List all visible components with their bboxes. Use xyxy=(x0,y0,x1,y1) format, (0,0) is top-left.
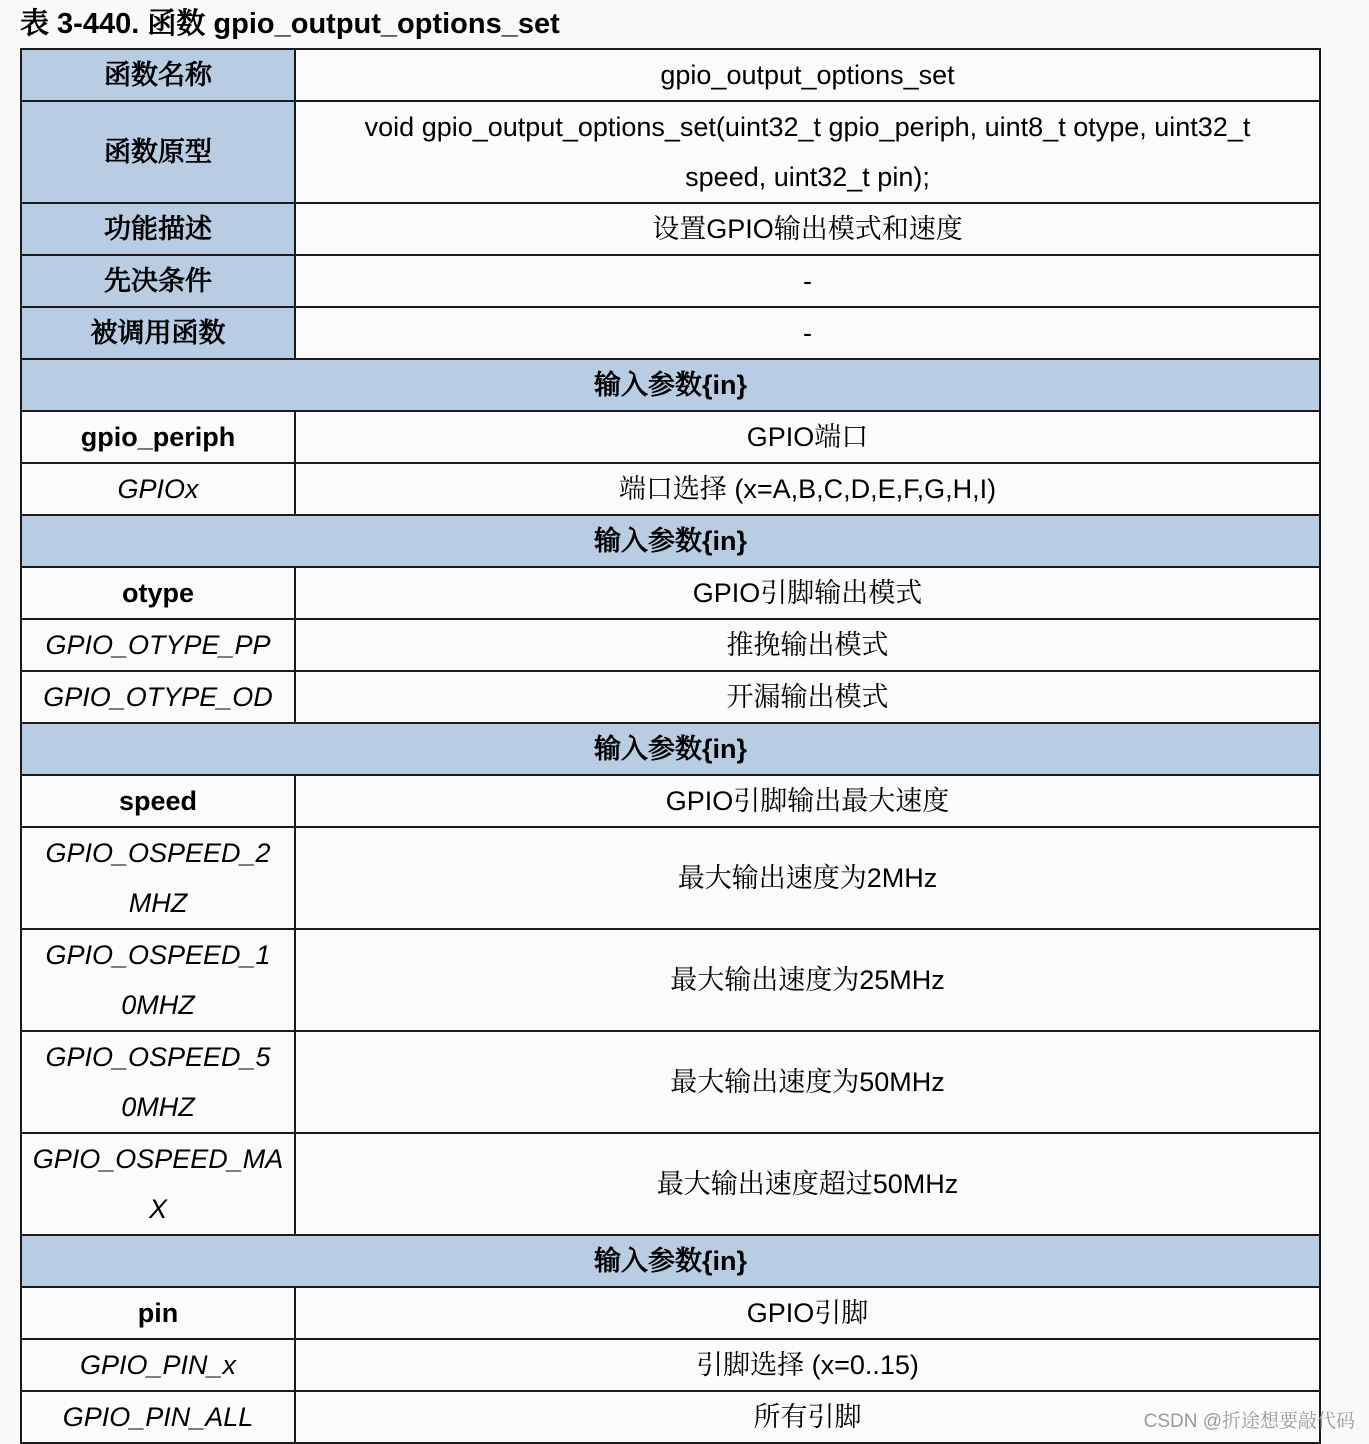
param-desc-gpio-periph: GPIO端口 xyxy=(295,411,1320,463)
option-desc-otype-od: 开漏输出模式 xyxy=(295,671,1320,723)
table-row xyxy=(21,463,1320,515)
watermark: CSDN @折途想要敲代码 xyxy=(1143,1411,1355,1432)
function-description-label: 功能描述 xyxy=(21,203,295,255)
option-desc-pin-all: 所有引脚 xyxy=(295,1391,1320,1443)
param-name-gpio-periph: gpio_periph xyxy=(21,411,295,463)
section-header-pin: 输入参数{in} xyxy=(21,1235,1320,1287)
option-desc-gpiox: 端口选择 (x=A,B,C,D,E,F,G,H,I) xyxy=(295,463,1320,515)
function-prototype-value: void gpio_output_options_set(uint32_t gpio_periph, uint8_t otype, uint32_t speed, uint32_t pin); xyxy=(295,101,1320,203)
option-name-otype-od: GPIO_OTYPE_OD xyxy=(21,671,295,723)
table-row xyxy=(21,1031,1320,1133)
table-row xyxy=(21,1235,1320,1287)
section-header-otype: 输入参数{in} xyxy=(21,515,1320,567)
table-row xyxy=(21,723,1320,775)
function-name-label: 函数名称 xyxy=(21,49,295,101)
option-desc-otype-pp: 推挽输出模式 xyxy=(295,619,1320,671)
called-functions-label: 被调用函数 xyxy=(21,307,295,359)
option-desc-ospeed-max: 最大输出速度超过50MHz xyxy=(295,1133,1320,1235)
param-name-otype: otype xyxy=(21,567,295,619)
function-description-value: 设置GPIO输出模式和速度 xyxy=(295,203,1320,255)
function-prototype-label: 函数原型 xyxy=(21,101,295,203)
table-row xyxy=(21,515,1320,567)
table-row xyxy=(21,359,1320,411)
prerequisite-label: 先决条件 xyxy=(21,255,295,307)
table-caption: 表 3-440. 函数 gpio_output_options_set xyxy=(20,8,560,40)
table-row xyxy=(21,929,1320,1031)
option-name-pin-all: GPIO_PIN_ALL xyxy=(21,1391,295,1443)
table-row xyxy=(21,827,1320,929)
table-row xyxy=(21,1133,1320,1235)
prerequisite-value: - xyxy=(295,255,1320,307)
option-name-otype-pp: GPIO_OTYPE_PP xyxy=(21,619,295,671)
option-desc-pin-x: 引脚选择 (x=0..15) xyxy=(295,1339,1320,1391)
table-row xyxy=(21,671,1320,723)
table-row xyxy=(21,567,1320,619)
option-name-gpiox: GPIOx xyxy=(21,463,295,515)
table-row xyxy=(21,255,1320,307)
function-name-value: gpio_output_options_set xyxy=(295,49,1320,101)
table-row xyxy=(21,1287,1320,1339)
table-row xyxy=(21,619,1320,671)
param-name-pin: pin xyxy=(21,1287,295,1339)
table-row xyxy=(21,307,1320,359)
function-spec-table xyxy=(20,48,1321,1444)
section-header-speed: 输入参数{in} xyxy=(21,723,1320,775)
table-row xyxy=(21,203,1320,255)
param-desc-speed: GPIO引脚输出最大速度 xyxy=(295,775,1320,827)
option-name-ospeed-max: GPIO_OSPEED_MAX xyxy=(21,1133,295,1235)
param-desc-otype: GPIO引脚输出模式 xyxy=(295,567,1320,619)
option-name-ospeed-10mhz: GPIO_OSPEED_10MHZ xyxy=(21,929,295,1031)
option-name-ospeed-2mhz: GPIO_OSPEED_2MHZ xyxy=(21,827,295,929)
option-name-pin-x: GPIO_PIN_x xyxy=(21,1339,295,1391)
table-row xyxy=(21,49,1320,101)
table-row xyxy=(21,775,1320,827)
table-row xyxy=(21,1339,1320,1391)
called-functions-value: - xyxy=(295,307,1320,359)
table-row xyxy=(21,101,1320,203)
param-desc-pin: GPIO引脚 xyxy=(295,1287,1320,1339)
option-desc-ospeed-10mhz: 最大输出速度为25MHz xyxy=(295,929,1320,1031)
option-name-ospeed-50mhz: GPIO_OSPEED_50MHZ xyxy=(21,1031,295,1133)
option-desc-ospeed-50mhz: 最大输出速度为50MHz xyxy=(295,1031,1320,1133)
option-desc-ospeed-2mhz: 最大输出速度为2MHz xyxy=(295,827,1320,929)
param-name-speed: speed xyxy=(21,775,295,827)
table-row xyxy=(21,411,1320,463)
section-header-gpio-periph: 输入参数{in} xyxy=(21,359,1320,411)
table-row xyxy=(21,1391,1320,1443)
